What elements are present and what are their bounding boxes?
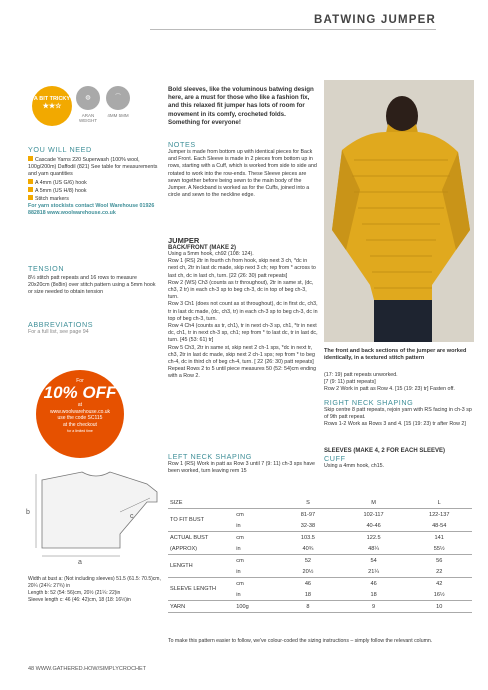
dim-b-label: b (26, 509, 30, 516)
table-row: in 32-38 40-46 48-54 (168, 520, 472, 532)
discount-promo: For 10% OFF at www.woolwarehouse.co.uk use the code SC115 at the checkout for a limited time (36, 370, 124, 458)
abbreviations-text: For a full list, see page 94 (28, 329, 89, 335)
tension-text: 8½ stitch patt repeats and 16 rows to measure 20x20cm (8x8in) over stitch pattern using a 5mm hook or size needed to obtain tension (28, 275, 156, 296)
measurement-a: Width at bust a: (Not including sleeves) 51.5 (61.5: 70.5)cm, 20¼ (24¼: 27¾) in (28, 576, 161, 589)
table-header-row: SIZE S M L (168, 497, 472, 509)
intro-text: Bold sleeves, like the voluminous batwing design here, are a must for those who like a fashion fix, and this relaxed fit jumper has lots of room for movement in its comfy, crocheted folds. Something for everyone! (168, 86, 314, 126)
cuff-text: Using a 4mm hook, ch15. (324, 463, 385, 469)
star-icon: ★★☆ (42, 103, 62, 110)
back-front-heading: BACK/FRONT (MAKE 2) (168, 245, 236, 251)
table-row: TO FIT BUST cm 81-97 102-117 122-137 (168, 509, 472, 521)
measurement-b: Length b: 52 (54: 56)cm, 20½ (21¼: 22)in (28, 590, 121, 596)
cuff-heading: CUFF (324, 454, 346, 463)
table-row: in 18 18 16½ (168, 589, 472, 601)
yarn-weight-icon: ◍ (76, 86, 100, 110)
left-neck-heading: LEFT NECK SHAPING (168, 452, 252, 461)
tension-section (28, 264, 158, 297)
pattern-row: Row 4 Ch4 (counts as tr, ch1), tr in next ch-3 sp, ch1, *tr in next dc, ch1, tr in next ch-3 sp, ch1; rep from * to last dc, tr in last dc, turn. [45 (53: 61) tr] (168, 323, 318, 344)
page-title: BATWING JUMPER (313, 14, 436, 26)
difficulty-badge (32, 86, 72, 126)
dim-a-label: a (78, 559, 82, 566)
list-item: Cascade Yarns 220 Superwash (100% wool, 100g/200m) Daffodil (821) See table for measurements and yarn quantities (28, 157, 158, 178)
list-item: A 5mm (US H/8) hook (28, 187, 158, 195)
pattern-row: Row 5 Ch3, 2tr in same st, skip next 2 ch-1 sps, *dc in next tr, ch3, 2tr in last dc made, skip next 2 ch-1 sps; rep from * to beg ch-4, dc in third ch of beg ch-4, turn. [ 22 (26: 30) patt repeats] (168, 344, 315, 366)
table-row: YARN 100g 8 9 10 (168, 601, 472, 613)
dim-c-label: c (130, 513, 134, 520)
table-row: LENGTH cm 52 54 56 (168, 555, 472, 567)
diagram-measurements (28, 576, 168, 604)
hook-size-label: 4MM 5MM (107, 113, 129, 118)
photo-caption: The front and back sections of the jumper are worked identically, in a textured stitch pattern (324, 348, 467, 362)
pattern-row: Repeat Rows 2 to 5 until piece measures 50 (52: 54)cm ending with a Row 2. (168, 366, 317, 380)
you-will-need-section (28, 145, 158, 218)
table-row: ACTUAL BUST cm 103.5 122.5 141 (170, 534, 444, 541)
left-neck-continued (324, 372, 474, 394)
jumper-photo (324, 80, 474, 342)
pattern-row: [7 (9: 11) patt repeats] (324, 379, 376, 386)
left-neck-text: Row 1 (RS) Work in patt as Row 3 until 7 (9: 11) ch-3 sps have been worked, turn leaving rem 15 (168, 461, 315, 475)
right-neck-rows: Rows 1-2 Work as Rows 3 and 4. [15 (19: 23) tr after Row 2] (324, 421, 466, 428)
right-neck-section (324, 398, 474, 429)
left-neck-section (168, 452, 318, 475)
pattern-row: Row 3 Ch1 (does not count as st throughout), dc in first dc, ch3, tr in last dc made, (dc, ch3, tr) in each ch-3 sp to beg ch-3, dc in top of beg ch-3, turn. (168, 301, 318, 322)
hook-icon: ⌒ (106, 86, 130, 110)
list-item: A 4mm (US G/6) hook (28, 179, 158, 187)
list-item: Stitch markers (28, 195, 158, 203)
you-will-need-heading: YOU WILL NEED (28, 145, 92, 154)
page-footer: 48 WWW.GATHERED.HOW/SIMPLYCROCHET (28, 666, 147, 672)
tension-heading: TENSION (28, 264, 65, 273)
table-row: (APPROX) in 40¾ 48¼ 55½ (168, 543, 472, 555)
right-neck-heading: RIGHT NECK SHAPING (324, 398, 414, 407)
stockists: For yarn stockists contact Wool Warehouse 01926 882818 www.woolwarehouse.co.uk (28, 203, 155, 217)
yarn-weight-label: ARAN WEIGHT (79, 113, 97, 123)
size-table (168, 497, 472, 613)
model-illustration (324, 80, 474, 342)
table-row: SLEEVE LENGTH cm 46 46 42 (168, 578, 472, 590)
notes-heading: NOTES (168, 140, 196, 149)
jumper-section (168, 236, 318, 381)
jumper-heading: JUMPER (168, 236, 200, 245)
garment-diagram (22, 462, 162, 566)
difficulty-label: A BIT TRICKY (33, 96, 71, 102)
table-row: in 20½ 21¼ 22 (168, 566, 472, 578)
sleeves-heading: SLEEVES (MAKE 4, 2 FOR EACH SLEEVE) (324, 448, 446, 454)
notes-section (168, 140, 318, 199)
notes-text: Jumper is made from bottom up with identical pieces for Back and Front. Each Sleeve is made in 2 pieces from bottom up in rows, starting with a Cuff, which is worked from side to side and rotated to work into the row-ends. These Sleeve pieces are sewn together before being sewn to the main body of the Jumper. A Neckband is worked as for the Cuffs, joined into a circle and sewn to the neckline edge. (168, 149, 317, 199)
pattern-row: Row 2 (WS) Ch3 (counts as tr throughout), 2tr in same st, (dc, ch3, 2 tr) in each ch-3 sp to beg ch-3, dc in top of beg ch-3, turn. (168, 279, 314, 301)
pattern-row: (17: 19) patt repeats unworked. (324, 372, 398, 378)
pattern-row: Using a 5mm hook, ch92 (108: 124). (168, 251, 254, 257)
measurement-c: Sleeve length c: 46 (46: 42)cm, 18 (18: 16½)in (28, 597, 131, 603)
promo-headline: 10% OFF (43, 383, 117, 402)
table-note: To make this pattern easier to follow, we've colour-coded the sizing instructions – simply follow the relevant column. (168, 638, 433, 644)
sleeves-section (324, 448, 474, 470)
pattern-row: Row 1 (RS) 2tr in fourth ch from hook, skip next 3 ch, *dc in next ch, 2tr in last dc made, skip next 3 ch; rep from * across to last ch, dc in last ch, turn. [22 (26: 30) patt repeats] (168, 258, 316, 279)
abbreviations-section (28, 320, 158, 336)
abbreviations-heading: ABBREVIATIONS (28, 320, 94, 329)
pattern-row: Row 2 Work in patt as Row 4. [15 (19: 23) tr] Fasten off. (324, 386, 455, 393)
title-rule (150, 29, 436, 30)
right-neck-text: Skip centre 8 patt repeats, rejoin yarn with RS facing in ch-3 sp of 9th patt repeat. (324, 407, 472, 421)
